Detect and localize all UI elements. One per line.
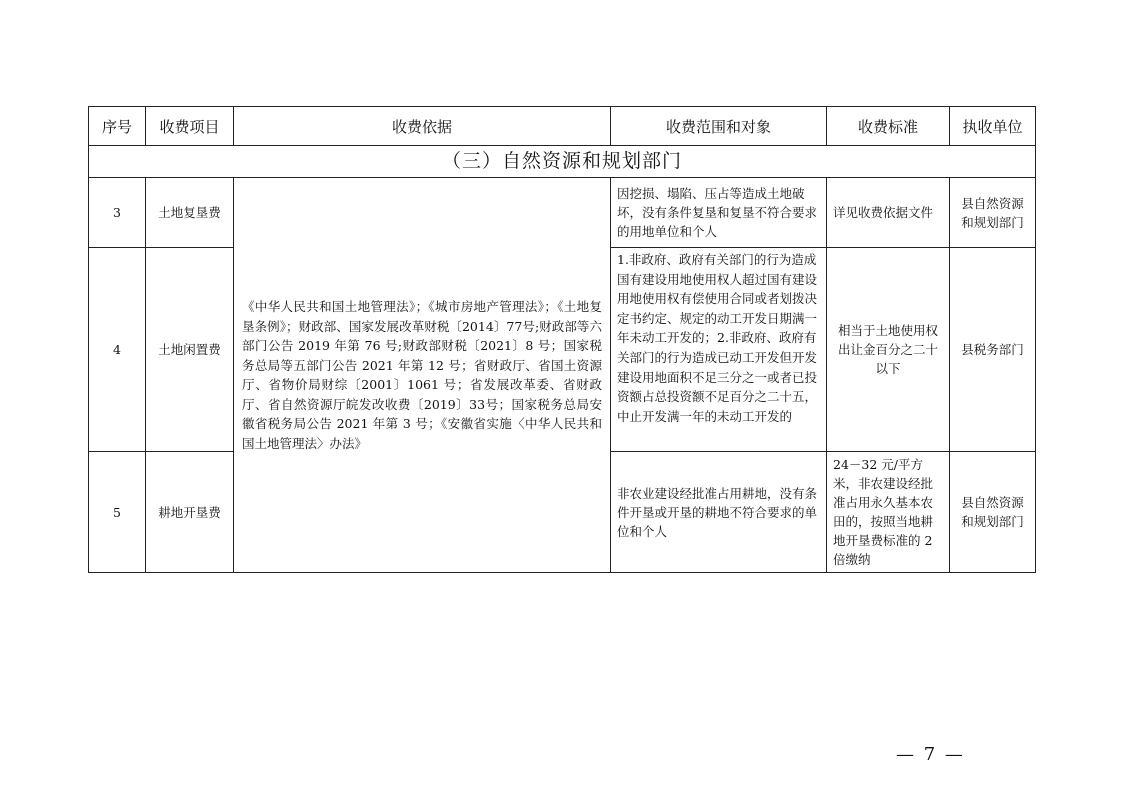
row-scope: 1.非政府、政府有关部门的行为造成国有建设用地使用权人超过国有建设用地使用权有偿使用合同或者划拨决定书约定、规定的动工开发日期满一年未动工开发的；2.非政府、政府有关部门的行为造成已动工开发但开发建设用地面积不足三分之一或者已投资额占总投资额不足百分之二十五，中止开发满一年的未动工开发的 [611,248,827,452]
table-row [89,178,1036,248]
row-standard: 24－32 元/平方米，非农建设经批准占用永久基本农田的，按照当地耕地开垦费标准的 2 倍缴纳 [827,452,950,573]
fee-table [88,106,1036,573]
row-no: 4 [89,248,146,452]
row-item: 耕地开垦费 [146,452,234,573]
row-unit: 县税务部门 [950,248,1036,452]
row-no: 5 [89,452,146,573]
row-scope: 非农业建设经批准占用耕地，没有条件开垦或开垦的耕地不符合要求的单位和个人 [611,452,827,573]
row-item: 土地复垦费 [146,178,234,248]
fee-basis: 《中华人民共和国土地管理法》；《城市房地产管理法》；《土地复垦条例》；财政部、国家发展改革财税〔2014〕77号;财政部等六部门公告 2019 年第 76 号;财政部财税〔2021〕8 号；国家税务总局等五部门公告 2021 年第 12 号；省财政厅、省国土资源厅、省物价局财综〔2001〕1061 号；省发展改革委、省财政厅、省自然资源厅皖发改收费〔2019〕33号；国家税务总局安徽省税务局公告 2021 年第 3 号；《安徽省实施〈中华人民共和国土地管理法〉办法》 [234,178,611,573]
row-item: 土地闲置费 [146,248,234,452]
header-scope: 收费范围和对象 [611,107,827,146]
section-row [89,146,1036,178]
header-no: 序号 [89,107,146,146]
header-row [89,107,1036,146]
row-scope: 因挖损、塌陷、压占等造成土地破坏，没有条件复垦和复垦不符合要求的用地单位和个人 [611,178,827,248]
header-basis: 收费依据 [234,107,611,146]
header-standard: 收费标准 [827,107,950,146]
row-standard: 详见收费依据文件 [827,178,950,248]
page-number: — 7 — [896,744,965,765]
row-no: 3 [89,178,146,248]
section-title: （三）自然资源和规划部门 [89,146,1036,178]
header-unit: 执收单位 [950,107,1036,146]
row-unit: 县自然资源和规划部门 [950,452,1036,573]
row-standard: 相当于土地使用权出让金百分之二十以下 [827,248,950,452]
row-unit: 县自然资源和规划部门 [950,178,1036,248]
header-item: 收费项目 [146,107,234,146]
